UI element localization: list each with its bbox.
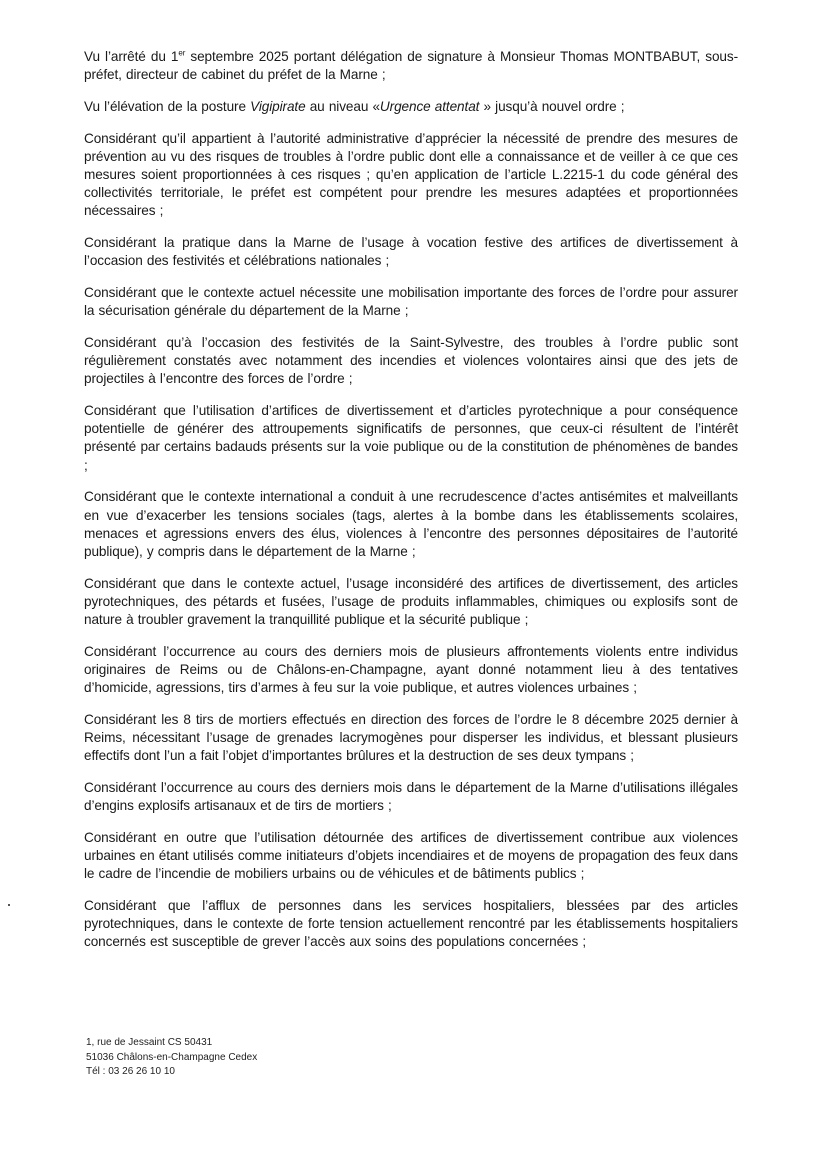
italic-vigipirate: Vigipirate [250,98,306,114]
paragraph-considerant-attroupements: Considérant que l’utilisation d’artifices de divertissement et d’articles pyrotechnique a pour conséquence potentielle de générer des attroupements significatifs de personnes, que ceux-ci résultent de l’intérêt présenté par certains badauds présents sur la voie publique ou de la constitution de phénomènes de bandes ; [84,403,738,473]
text-segment: au niveau « [305,98,380,114]
paragraph-considerant-violences-urbaines: Considérant en outre que l’utilisation détournée des artifices de divertissement contribue aux violences urbaines en étant utilisés comme initiateurs d’objets incendiaires et de moyens de propagation des feux dans le cadre de l’incendie de mobiliers urbains ou de véhicules et de bâtiments publics ; [84,829,738,882]
paragraph-considerant-pratique: Considérant la pratique dans la Marne de l’usage à vocation festive des artifices de divertissement à l’occasion des festivités et célébrations nationales ; [84,235,738,269]
paragraph-vu-arrete [84,48,738,84]
superscript-er: er [178,48,186,58]
text-segment: Vu l’élévation de la posture [84,98,251,114]
text-segment: Vu l’arrêté du 1 [84,49,179,64]
italic-urgence-attentat: Urgence attentat [379,98,480,114]
footer-phone: Tél : 03 26 26 10 10 [86,1066,175,1077]
paragraph-considerant-autorite: Considérant qu’il appartient à l’autorité administrative d’apprécier la nécessité de prendre des mesures de prévention au vu des risques de troubles à l’ordre public dont elle a connaissance et de veiller à ce que ces mesures soient proportionnées à ces risques ; qu’en application de l’article L.2215-1 du code général des collectivités territoriale, le préfet est compétent pour prendre les mesures adaptées et proportionnées nécessaires ; [84,130,738,219]
footer-address-block [86,1036,257,1080]
paragraph-considerant-contexte-actuel: Considérant que le contexte actuel nécessite une mobilisation importante des forces de l’ordre pour assurer la sécurisation générale du département de la Marne ; [84,285,738,319]
text-segment: septembre 2025 portant délégation de signature à Monsieur Thomas MONTBABUT, sous-préfet, directeur de cabinet du préfet de la Marne ; [84,49,738,83]
paragraph-considerant-engins-explosifs: Considérant l’occurrence au cours des derniers mois dans le département de la Marne d’utilisations illégales d’engins explosifs artisanaux et de tirs de mortiers ; [84,780,738,814]
paragraph-considerant-affrontements: Considérant l’occurrence au cours des derniers mois de plusieurs affrontements violents entre individus originaires de Reims ou de Châlons-en-Champagne, ayant donné notamment lieu à des tentatives d’homicide, agressions, tirs d’armes à feu sur la voie publique, et autres violences urbaines ; [84,643,738,696]
footer-address-line-1: 1, rue de Jessaint CS 50431 [86,1037,213,1048]
text-segment: » jusqu’à nouvel ordre ; [479,98,625,114]
paragraph-considerant-usage-inconsidere: Considérant que dans le contexte actuel, l’usage inconsidéré des artifices de divertissement, des articles pyrotechniques, des pétards et fusées, l’usage de produits inflammables, chimiques ou explosifs sont de nature à troubler gravement la tranquillité publique et la sécurité publique ; [84,575,738,628]
paragraph-considerant-hospitaliers: Considérant que l’afflux de personnes dans les services hospitaliers, blessées par des articles pyrotechniques, dans le contexte de forte tension actuellement rencontré par les établissements hospitaliers concernés est susceptible de grever l’accès aux soins des populations concernées ; [84,898,738,950]
paragraph-considerant-saint-sylvestre: Considérant qu’à l’occasion des festivités de la Saint-Sylvestre, des troubles à l’ordre public sont régulièrement constatés avec notamment des incendies et violences volontaires ainsi que des jets de projectiles à l’encontre des forces de l’ordre ; [84,334,738,387]
paragraph-vu-vigipirate [84,98,738,116]
paragraph-considerant-tirs-mortiers-reims: Considérant les 8 tirs de mortiers effectués en direction des forces de l’ordre le 8 décembre 2025 dernier à Reims, nécessitant l’usage de grenades lacrymogènes pour disperser les individus, et blessant plusieurs effectifs dont l’un a fait l’objet d’importantes brûlures et la destruction de ses deux tympans ; [84,711,738,764]
footer-address-line-2: 51036 Châlons-en-Champagne Cedex [86,1051,258,1063]
document-body [84,48,738,965]
scan-artifact [8,904,10,906]
paragraph-considerant-international: Considérant que le contexte international a conduit à une recrudescence d’actes antisémites et malveillants en vue d’exacerber les tensions sociales (tags, alertes à la bombe dans les établissements scolaires, menaces et agressions envers des élus, violences à l’encontre des personnes dépositaires de l’autorité publique), y compris dans le département de la Marne ; [84,489,738,559]
